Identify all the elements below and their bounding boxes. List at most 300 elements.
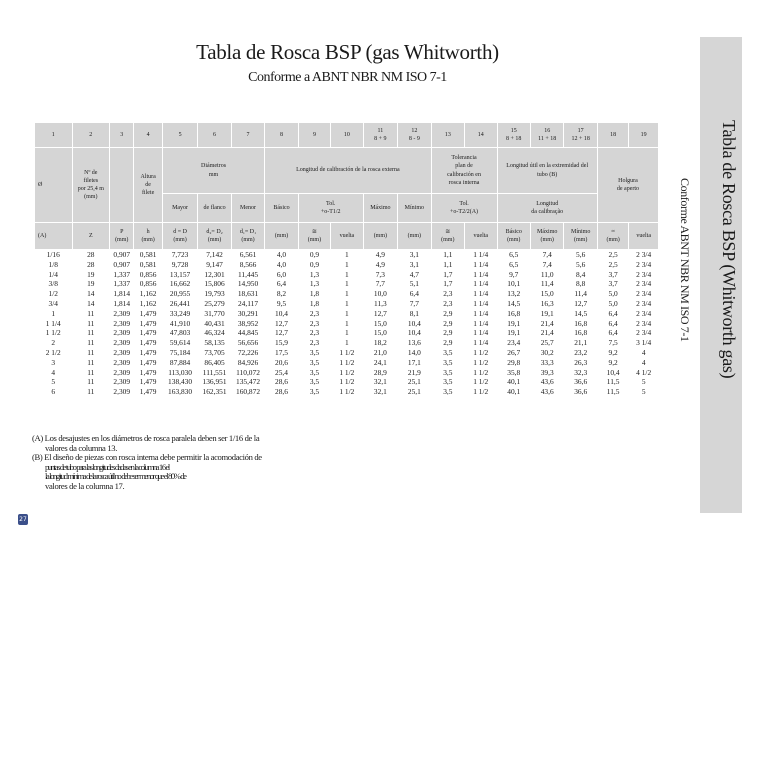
table-cell: 2,309 — [113, 328, 131, 338]
table-cell: 15,0 — [373, 328, 387, 338]
table-cell: 33,3 — [540, 357, 554, 367]
table-cell: 1,3 — [309, 279, 320, 289]
table-cell: 12,7 — [373, 308, 387, 318]
table-cell: 2,3 — [443, 289, 453, 299]
table-cell: 1,337 — [113, 269, 131, 279]
table-cell: 11,5 — [606, 377, 620, 387]
table-cell: 43,6 — [540, 387, 554, 397]
table-cell: 3,5 — [443, 367, 453, 377]
table-cell: 6,4 — [608, 328, 618, 338]
column-number: 1 — [35, 123, 73, 148]
table-cell: 4,0 — [276, 250, 287, 259]
table-cell: 32,1 — [373, 377, 387, 387]
table-cell: 3,5 — [309, 347, 320, 357]
table-cell: 16,8 — [574, 328, 588, 338]
table-cell: 41,910 — [169, 318, 191, 328]
header-tolerance-external: Tol. +o-T1/2 — [298, 194, 363, 223]
table-cell: 59,614 — [169, 338, 191, 348]
table-cell: 39,3 — [540, 367, 554, 377]
table-cell: 1,479 — [139, 347, 157, 357]
table-cell: 7,7 — [409, 298, 419, 308]
table-cell: 28 — [87, 259, 95, 269]
table-cell: 7,4 — [542, 250, 552, 259]
table-cell: 1 1/4 — [473, 298, 489, 308]
column-number: 3 — [110, 123, 134, 148]
footnote-a-line: valores da columna 13. — [45, 442, 118, 453]
table-cell: 9,2 — [608, 357, 618, 367]
column-number: 13 — [431, 123, 464, 148]
table-cell: 40,1 — [507, 387, 521, 397]
table-cell: 1 1/2 — [473, 367, 489, 377]
header-minor-diameter: Menor — [231, 194, 264, 223]
table-cell: 6,4 — [409, 289, 419, 299]
header-useful-length: Longitud útil en la extremidad del tubo (B) — [497, 148, 597, 194]
table-cell: 28,6 — [275, 387, 288, 397]
table-cell: 3,5 — [309, 367, 320, 377]
table-cell: 1 1/4 — [473, 338, 489, 348]
table-cell: 3,5 — [309, 377, 320, 387]
table-cell: 2 3/4 — [636, 318, 652, 328]
table-cell: 7,142 — [206, 250, 223, 259]
table-cell: 1,7 — [443, 279, 453, 289]
table-cell: 24,117 — [237, 298, 259, 308]
header-external-length: Longitud de calibración de la rosca externa — [265, 148, 431, 194]
table-row — [35, 377, 659, 387]
table-row — [35, 250, 659, 260]
column-number: 5 — [162, 123, 198, 148]
table-cell: 2,3 — [443, 298, 453, 308]
header-designation: Ø — [35, 148, 73, 223]
table-cell: 15,0 — [540, 289, 554, 299]
unit-cell: vuelta — [629, 223, 659, 250]
table-cell: 1 1/2 — [339, 377, 355, 387]
table-cell: 32,3 — [574, 367, 588, 377]
table-cell: 15,806 — [204, 279, 225, 289]
table-cell: 0,9 — [309, 250, 320, 259]
table-cell: 20,6 — [275, 357, 288, 367]
table-cell: 20,955 — [169, 289, 191, 299]
table-cell: 1,814 — [113, 289, 131, 299]
table-cell: 1 — [51, 308, 56, 318]
table-cell: 5,6 — [576, 250, 586, 259]
table-cell: 33,249 — [169, 308, 191, 318]
table-cell: 11 — [87, 308, 95, 318]
table-cell: 1 — [345, 289, 349, 299]
table-cell: 26,7 — [507, 347, 521, 357]
table-row — [35, 299, 659, 309]
table-cell: 19,793 — [204, 289, 225, 299]
footnote-b-line: valores de la columna 17. — [45, 480, 125, 491]
table-cell: 11,4 — [574, 289, 587, 299]
table-cell: 32,1 — [373, 387, 387, 397]
table-cell: 2 3/4 — [636, 259, 652, 269]
table-cell: 6,5 — [509, 259, 519, 269]
table-cell: 0,907 — [113, 250, 131, 259]
unit-cell: Básico (mm) — [497, 223, 530, 250]
header-tolerance-internal: Tol. +o-T2/2(A) — [431, 194, 497, 223]
table-cell: 2,3 — [309, 308, 320, 318]
table-cell: 18,631 — [237, 289, 259, 299]
table-cell: 136,951 — [202, 377, 227, 387]
unit-cell: d₁= D₁ (mm) — [231, 223, 264, 250]
table-cell: 26,3 — [574, 357, 588, 367]
table-cell: 18,2 — [373, 338, 387, 348]
table-cell: 14 — [87, 289, 95, 299]
table-cell: 1 — [345, 298, 349, 308]
table-cell: 2,309 — [113, 377, 131, 387]
table-cell: 11,5 — [606, 387, 620, 397]
table-cell: 30,2 — [540, 347, 554, 357]
unit-cell: d = D (mm) — [162, 223, 198, 250]
header-calibration: Longitud da calibração — [497, 194, 597, 223]
table-cell: 13,2 — [507, 289, 521, 299]
table-cell: 1 1/2 — [473, 377, 489, 387]
table-cell: 25,1 — [407, 377, 421, 387]
footnotes — [32, 434, 292, 492]
table-cell: 2 3/4 — [636, 308, 652, 318]
table-cell: 21,4 — [540, 328, 554, 338]
header-group-row — [35, 148, 659, 194]
table-cell: 1 1/4 — [473, 328, 489, 338]
table-cell: 3 — [51, 357, 56, 367]
table-cell: 15,0 — [373, 318, 387, 328]
table-body — [35, 250, 659, 397]
table-cell: 138,430 — [168, 377, 193, 387]
table-cell: 11,445 — [237, 269, 259, 279]
table-cell: 0,581 — [139, 250, 157, 259]
table-cell: 1 1/4 — [473, 308, 489, 318]
table-cell: 17,1 — [407, 357, 421, 367]
table-cell: 4,7 — [409, 269, 419, 279]
table-cell: 8,8 — [576, 279, 586, 289]
footnote-a-line: (A) Los desajustes en los diámetros de rosca paralela deben ser 1/16 de la — [32, 433, 260, 443]
unit-cell: ≈ (mm) — [597, 223, 628, 250]
table-cell: 12,7 — [275, 318, 288, 328]
table-row — [35, 279, 659, 289]
table-cell: 6,0 — [276, 269, 287, 279]
table-cell: 10,4 — [275, 308, 288, 318]
table-cell: 2,309 — [113, 357, 131, 367]
header-pitch — [110, 148, 134, 223]
table-cell: 10,4 — [606, 367, 620, 377]
table-cell: 162,351 — [202, 387, 227, 397]
table-cell: 11 — [87, 367, 95, 377]
table-row — [35, 358, 659, 368]
table-cell: 4 — [641, 347, 646, 357]
table-cell: 1 1/4 — [473, 259, 489, 269]
table-cell: 4 1/2 — [636, 367, 652, 377]
table-cell: 6,5 — [509, 250, 519, 259]
page-title: Tabla de Rosca BSP (gas Whitworth) — [196, 40, 499, 64]
table-cell: 9,5 — [276, 298, 287, 308]
table-cell: 7,5 — [608, 338, 618, 348]
table-cell: 1,479 — [139, 328, 157, 338]
table-cell: 160,872 — [236, 387, 261, 397]
table-row — [35, 309, 659, 319]
table-cell: 1,8 — [309, 298, 320, 308]
table-cell: 5,0 — [608, 298, 618, 308]
header-tightening: Holgura de aperto — [597, 148, 658, 223]
unit-cell: (A) — [35, 223, 73, 250]
table-cell: 2,5 — [608, 250, 618, 259]
table-cell: 1 1/4 — [473, 269, 489, 279]
table-cell: 2,9 — [443, 308, 453, 318]
table-cell: 1 1/2 — [473, 387, 489, 397]
table-cell: 23,2 — [574, 347, 588, 357]
unit-cell: Mínimo (mm) — [564, 223, 597, 250]
table-cell: 13,6 — [407, 338, 421, 348]
table-cell: 11 — [87, 377, 95, 387]
table-cell: 5,6 — [576, 259, 586, 269]
table-cell: 4,0 — [276, 259, 287, 269]
header-height: Altura de filete — [134, 148, 162, 223]
table-cell: 1 1/2 — [473, 357, 489, 367]
table-cell: 14 — [87, 298, 95, 308]
table-cell: 17,5 — [275, 347, 288, 357]
table-cell: 35,8 — [507, 367, 521, 377]
table-cell: 1,7 — [443, 269, 453, 279]
table-cell: 8,1 — [409, 308, 419, 318]
table-cell: 19,1 — [507, 318, 521, 328]
table-cell: 1,479 — [139, 377, 157, 387]
table-cell: 7,3 — [375, 269, 385, 279]
table-cell: 1 1/2 — [339, 387, 355, 397]
table-cell: 2,309 — [113, 338, 131, 348]
thread-table — [34, 122, 659, 397]
table-cell: 14,0 — [407, 347, 421, 357]
table-cell: 3,5 — [443, 387, 453, 397]
sidebar-title: Tabla de Rosca BSP (Whitworth gas) — [719, 120, 739, 379]
column-number: 4 — [134, 123, 162, 148]
table-cell: 9,7 — [509, 269, 519, 279]
table-cell: 47,803 — [169, 328, 191, 338]
table-cell: 163,830 — [168, 387, 193, 397]
table-cell: 2,309 — [113, 347, 131, 357]
footnote-b-line: puntas de tubo para las longitudes dadas en la columna 16 el — [45, 461, 169, 472]
table-cell: 2,3 — [309, 338, 320, 348]
table-cell: 1,3 — [309, 269, 320, 279]
table-cell: 1,1 — [443, 250, 453, 259]
table-cell: 1,8 — [309, 289, 320, 299]
table-cell: 14,5 — [507, 298, 521, 308]
table-cell: 21,1 — [574, 338, 588, 348]
header-pitch-diameter: de flanco — [198, 194, 231, 223]
table-cell: 1 1/2 — [339, 367, 355, 377]
table-cell: 10,4 — [407, 318, 421, 328]
table-cell: 21,0 — [373, 347, 387, 357]
footnote-b-line: (B) El diseño de piezas con rosca interna debe permitir la acomodación de — [32, 452, 262, 463]
table-cell: 21,4 — [540, 318, 554, 328]
table-cell: 3,5 — [309, 357, 320, 367]
table-cell: 1,479 — [139, 357, 157, 367]
table-cell: 2 3/4 — [636, 250, 652, 259]
unit-cell: ≅ (mm) — [431, 223, 464, 250]
table-cell: 43,6 — [540, 377, 554, 387]
table-cell: 11 — [87, 387, 95, 397]
table-cell: 11,0 — [540, 269, 554, 279]
table-cell: 1 1/4 — [473, 250, 489, 259]
unit-cell: (mm) — [265, 223, 298, 250]
column-number: 18 — [597, 123, 628, 148]
table-cell: 25,279 — [204, 298, 225, 308]
table-cell: 3,5 — [443, 357, 453, 367]
table-cell: 87,884 — [169, 357, 191, 367]
table-cell: 7,723 — [171, 250, 189, 259]
table-cell: 19 — [87, 279, 95, 289]
column-number-row — [35, 123, 659, 148]
table-cell: 135,472 — [236, 377, 261, 387]
column-number: 9 — [298, 123, 330, 148]
table-cell: 38,952 — [237, 318, 259, 328]
table-cell: 6 — [51, 387, 56, 397]
table-cell: 2,3 — [309, 318, 320, 328]
table-cell: 12,301 — [204, 269, 225, 279]
table-cell: 0,856 — [139, 279, 157, 289]
table-cell: 1 — [345, 259, 349, 269]
table-cell: 5 — [641, 377, 646, 387]
table-cell: 8,2 — [276, 289, 287, 299]
table-row — [35, 387, 659, 397]
table-cell: 29,8 — [507, 357, 521, 367]
table-cell: 1 1/4 — [473, 289, 489, 299]
table-cell: 1,162 — [139, 289, 157, 299]
table-cell: 19,1 — [507, 328, 521, 338]
page-number-badge[interactable]: 27 — [19, 516, 27, 523]
table-cell: 1 1/4 — [473, 318, 489, 328]
table-cell: 2,309 — [113, 367, 131, 377]
table-cell: 16,8 — [574, 318, 588, 328]
unit-cell: (mm) — [398, 223, 431, 250]
table-cell: 19,1 — [540, 308, 554, 318]
column-number: 7 — [231, 123, 264, 148]
table-cell: 31,770 — [204, 308, 225, 318]
table-cell: 2,9 — [443, 328, 453, 338]
table-cell: 28,6 — [275, 377, 288, 387]
table-cell: 25,1 — [407, 387, 421, 397]
table-cell: 7,7 — [375, 279, 385, 289]
table-cell: 10,0 — [373, 289, 387, 299]
table-cell: 10,1 — [507, 279, 521, 289]
table-cell: 3,7 — [608, 269, 618, 279]
table-cell: 0,907 — [113, 259, 131, 269]
table-cell: 11 — [87, 338, 95, 348]
column-number: 19 — [629, 123, 659, 148]
column-number: 6 — [198, 123, 231, 148]
table-cell: 36,6 — [574, 377, 588, 387]
table-cell: 28 — [87, 250, 95, 259]
table-cell: 3 1/4 — [636, 338, 652, 348]
table-cell: 1 1/2 — [45, 328, 61, 338]
table-cell: 40,431 — [204, 318, 225, 328]
table-cell: 7,4 — [542, 259, 552, 269]
table-cell: 1,479 — [139, 318, 157, 328]
table-cell: 1,814 — [113, 298, 131, 308]
unit-cell: vuelta — [465, 223, 497, 250]
table-cell: 1 1/2 — [339, 347, 355, 357]
table-cell: 15,9 — [275, 338, 288, 348]
table-cell: 1 — [345, 279, 349, 289]
table-cell: 12,7 — [275, 328, 288, 338]
table-cell: 110,072 — [236, 367, 260, 377]
table-cell: 5,1 — [409, 279, 419, 289]
column-number: 14 — [465, 123, 497, 148]
table-cell: 1 — [345, 308, 349, 318]
table-cell: 1 1/4 — [45, 318, 61, 328]
unit-cell: Máximo (mm) — [530, 223, 563, 250]
table-cell: 3,5 — [443, 377, 453, 387]
table-row — [35, 338, 659, 348]
table-cell: 4,9 — [375, 259, 385, 269]
header-threads: Nº de filetes por 25,4 m (mm) — [72, 148, 110, 223]
header-basic: Básico — [265, 194, 298, 223]
table-cell: 1 1/2 — [473, 347, 489, 357]
table-cell: 75,184 — [169, 347, 191, 357]
unit-cell: h (mm) — [134, 223, 162, 250]
table-cell: 2 — [51, 338, 56, 348]
column-number: 2 — [72, 123, 110, 148]
table-cell: 16,662 — [169, 279, 191, 289]
table-cell: 8,4 — [576, 269, 586, 279]
table-cell: 16,8 — [507, 308, 521, 318]
table-cell: 1/2 — [48, 289, 58, 299]
table-cell: 25,7 — [540, 338, 554, 348]
table-cell: 6,4 — [608, 318, 618, 328]
unit-row — [35, 223, 659, 250]
table-cell: 14,5 — [574, 308, 588, 318]
table-row — [35, 270, 659, 280]
table-cell: 3,5 — [309, 387, 320, 397]
table-cell: 36,6 — [574, 387, 588, 397]
table-row — [35, 328, 659, 338]
table-cell: 1 1/4 — [473, 279, 489, 289]
table-cell: 3,7 — [608, 279, 618, 289]
column-number: 12 8 - 9 — [398, 123, 431, 148]
table-cell: 3/8 — [48, 279, 58, 289]
table-cell: 1,1 — [443, 259, 453, 269]
table-cell: 3,1 — [409, 259, 419, 269]
column-number: 11 8 + 9 — [363, 123, 397, 148]
header-major-diameter: Mayor — [162, 194, 198, 223]
table-cell: 28,9 — [373, 367, 387, 377]
unit-cell: vuelta — [331, 223, 363, 250]
table-cell: 11,4 — [540, 279, 554, 289]
table-cell: 19 — [87, 269, 95, 279]
table-cell: 6,4 — [608, 308, 618, 318]
table-row — [35, 368, 659, 378]
table-cell: 72,226 — [237, 347, 259, 357]
table-cell: 2,9 — [443, 338, 453, 348]
table-cell: 3,1 — [409, 250, 419, 259]
table-cell: 24,1 — [373, 357, 387, 367]
header-minimum: Mínimo — [398, 194, 431, 223]
table-cell: 1,162 — [139, 298, 157, 308]
table-cell: 2,309 — [113, 387, 131, 397]
table-cell: 4,9 — [375, 250, 385, 259]
table-cell: 2,3 — [309, 328, 320, 338]
table-row — [35, 289, 659, 299]
table-cell: 11 — [87, 357, 95, 367]
table-cell: 14,950 — [237, 279, 259, 289]
table-cell: 11 — [87, 328, 95, 338]
table-cell: 6,561 — [239, 250, 257, 259]
unit-cell: ≅ (mm) — [298, 223, 330, 250]
table-cell: 9,2 — [608, 347, 618, 357]
table-row — [35, 319, 659, 329]
table-cell: 40,1 — [507, 377, 521, 387]
column-number: 8 — [265, 123, 298, 148]
table-cell: 2,309 — [113, 318, 131, 328]
table-cell: 23,4 — [507, 338, 521, 348]
